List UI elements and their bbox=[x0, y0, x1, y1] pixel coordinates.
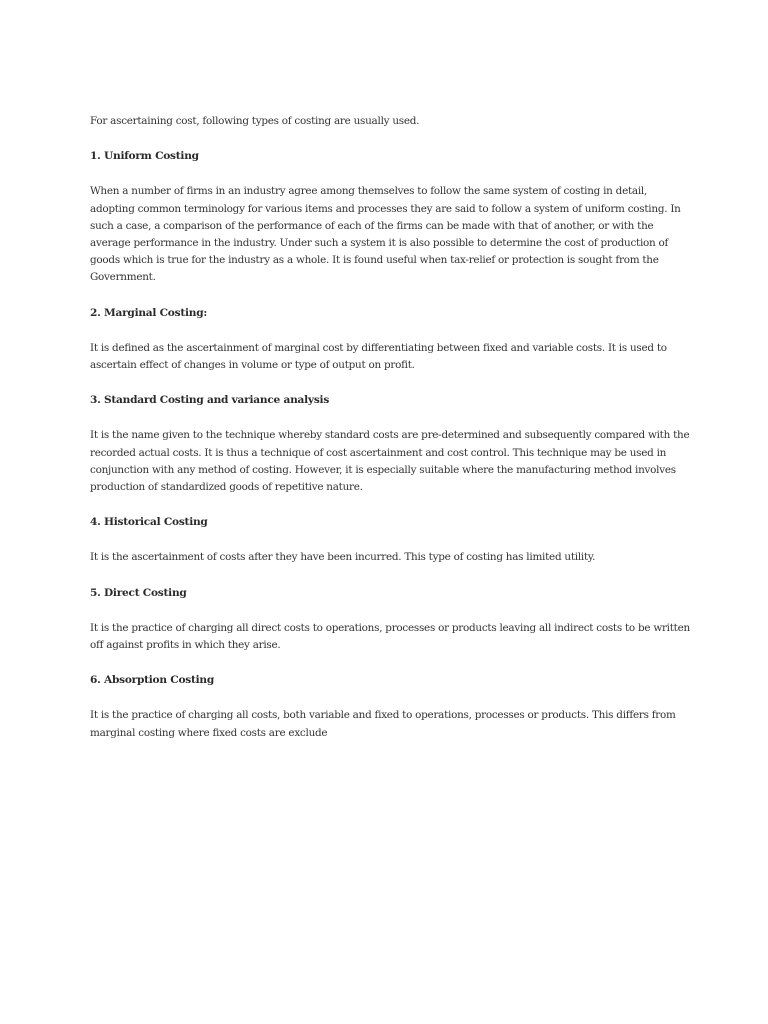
section-body-standard-costing: It is the name given to the technique whereby standard costs are pre-determined and subsequently compared with the recorded actual costs. It is thus a technique of cost ascertainment and cost control. This technique may be used in conjunction with any method of costing. However, it is especially suitable where the manufacturing method involves production of standardized goods of repetitive nature. bbox=[90, 429, 690, 494]
section-heading-absorption-costing: 6. Absorption Costing bbox=[90, 674, 215, 687]
section-body-uniform-costing: When a number of firms in an industry agree among themselves to follow the same system of costing in detail, adopting common terminology for various items and processes they are said to follow a system of uniform costing. In such a case, a comparison of the performance of each of the firms can be made with that of another, or with the average performance in the industry. Under such a system it is also possible to determine the cost of production of goods which is true for the industry as a whole. It is found useful when tax-relief or protection is sought from the Government. bbox=[90, 185, 681, 284]
section-body-absorption-costing: It is the practice of charging all costs, both variable and fixed to operations, processes or products. This differs from marginal costing where fixed costs are exclude bbox=[90, 709, 676, 739]
section-heading-uniform-costing: 1. Uniform Costing bbox=[90, 150, 199, 163]
section-heading-historical-costing: 4. Historical Costing bbox=[90, 516, 208, 529]
section-heading-marginal-costing: 2. Marginal Costing: bbox=[90, 306, 208, 319]
section-body-marginal-costing: It is defined as the ascertainment of marginal cost by differentiating between fixed and variable costs. It is used to ascertain effect of changes in volume or type of output on profit. bbox=[90, 341, 667, 372]
section-heading-standard-costing: 3. Standard Costing and variance analysis bbox=[90, 394, 330, 407]
document-page bbox=[90, 113, 690, 760]
section-body-historical-costing: It is the ascertainment of costs after they have been incurred. This type of costing has limited utility. bbox=[90, 551, 596, 564]
intro-paragraph: For ascertaining cost, following types of costing are usually used. bbox=[90, 115, 420, 127]
section-body-direct-costing: It is the practice of charging all direct costs to operations, processes or products leaving all indirect costs to be written off against profits in which they arise. bbox=[90, 621, 690, 652]
section-heading-direct-costing: 5. Direct Costing bbox=[90, 586, 187, 599]
